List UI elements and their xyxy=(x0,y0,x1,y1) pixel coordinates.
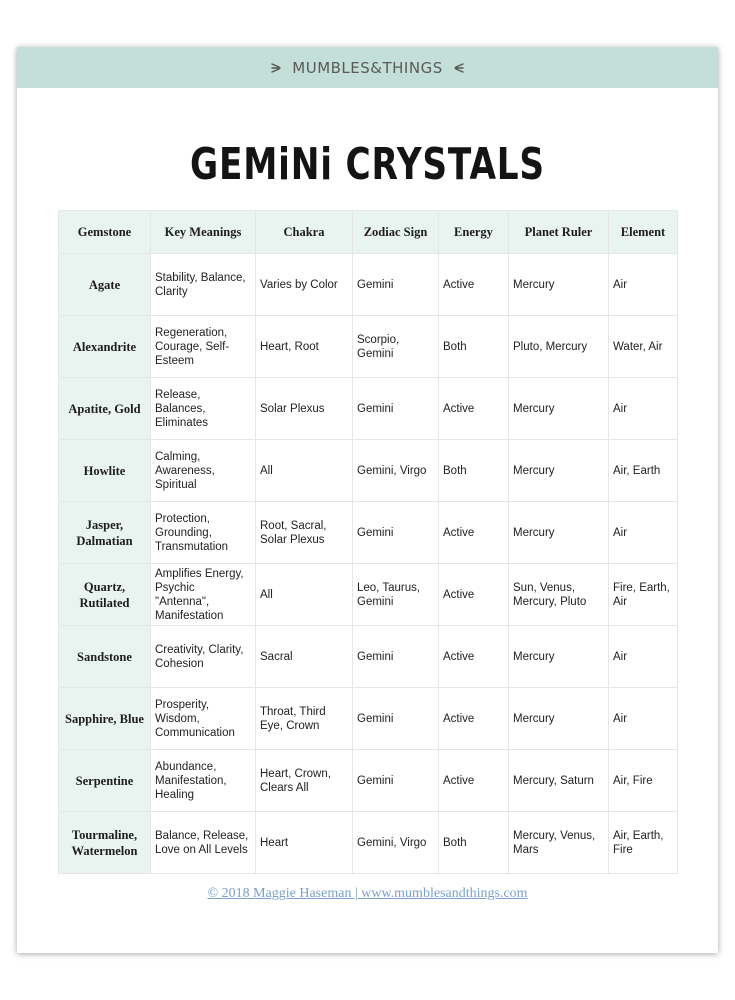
cell-gemstone: Quartz, Rutilated xyxy=(59,564,151,626)
cell-zodiac-sign: Gemini xyxy=(353,254,439,316)
cell-zodiac-sign: Leo, Taurus, Gemini xyxy=(353,564,439,626)
table-row xyxy=(59,254,678,316)
cell-energy: Active xyxy=(439,564,509,626)
column-header-zodiac-sign: Zodiac Sign xyxy=(353,211,439,254)
cell-chakra: Heart xyxy=(256,812,353,874)
column-header-key-meanings: Key Meanings xyxy=(151,211,256,254)
cell-key-meanings: Stability, Balance, Clarity xyxy=(151,254,256,316)
column-header-planet-ruler: Planet Ruler xyxy=(509,211,609,254)
cell-element: Air, Earth, Fire xyxy=(609,812,678,874)
cell-key-meanings: Protection, Grounding, Transmutation xyxy=(151,502,256,564)
cell-energy: Active xyxy=(439,626,509,688)
cell-planet-ruler: Mercury, Venus, Mars xyxy=(509,812,609,874)
cell-planet-ruler: Mercury xyxy=(509,254,609,316)
brand-name: MUMBLES&THINGS xyxy=(292,58,443,77)
cell-gemstone: Alexandrite xyxy=(59,316,151,378)
table-row xyxy=(59,750,678,812)
cell-gemstone: Sapphire, Blue xyxy=(59,688,151,750)
sparkle-right-icon xyxy=(451,61,465,75)
cell-gemstone: Apatite, Gold xyxy=(59,378,151,440)
cell-key-meanings: Balance, Release, Love on All Levels xyxy=(151,812,256,874)
cell-chakra: Varies by Color xyxy=(256,254,353,316)
cell-energy: Active xyxy=(439,254,509,316)
cell-zodiac-sign: Gemini, Virgo xyxy=(353,812,439,874)
table-header-row xyxy=(59,211,678,254)
cell-element: Air xyxy=(609,502,678,564)
cell-key-meanings: Creativity, Clarity, Cohesion xyxy=(151,626,256,688)
table-row xyxy=(59,626,678,688)
brand-logo xyxy=(270,59,464,77)
cell-chakra: Throat, Third Eye, Crown xyxy=(256,688,353,750)
cell-key-meanings: Regeneration, Courage, Self-Esteem xyxy=(151,316,256,378)
page-title: GEMiNi CRYSTALS xyxy=(190,139,545,190)
cell-zodiac-sign: Gemini xyxy=(353,502,439,564)
table-row xyxy=(59,378,678,440)
column-header-chakra: Chakra xyxy=(256,211,353,254)
cell-planet-ruler: Pluto, Mercury xyxy=(509,316,609,378)
cell-element: Air, Earth xyxy=(609,440,678,502)
cell-gemstone: Sandstone xyxy=(59,626,151,688)
cell-element: Air, Fire xyxy=(609,750,678,812)
column-header-gemstone: Gemstone xyxy=(59,211,151,254)
cell-key-meanings: Prosperity, Wisdom, Communication xyxy=(151,688,256,750)
cell-energy: Active xyxy=(439,502,509,564)
cell-gemstone: Serpentine xyxy=(59,750,151,812)
column-header-energy: Energy xyxy=(439,211,509,254)
table-row xyxy=(59,564,678,626)
cell-element: Air xyxy=(609,378,678,440)
cell-planet-ruler: Mercury xyxy=(509,688,609,750)
cell-gemstone: Tourmaline, Watermelon xyxy=(59,812,151,874)
cell-zodiac-sign: Gemini xyxy=(353,688,439,750)
cell-planet-ruler: Sun, Venus, Mercury, Pluto xyxy=(509,564,609,626)
cell-element: Air xyxy=(609,254,678,316)
table-row xyxy=(59,812,678,874)
cell-key-meanings: Calming, Awareness, Spiritual xyxy=(151,440,256,502)
cell-planet-ruler: Mercury xyxy=(509,502,609,564)
cell-planet-ruler: Mercury, Saturn xyxy=(509,750,609,812)
copyright-link[interactable]: © 2018 Maggie Haseman | www.mumblesandthings.com xyxy=(207,886,528,901)
cell-chakra: Sacral xyxy=(256,626,353,688)
cell-planet-ruler: Mercury xyxy=(509,378,609,440)
cell-key-meanings: Abundance, Manifestation, Healing xyxy=(151,750,256,812)
cell-element: Water, Air xyxy=(609,316,678,378)
cell-gemstone: Agate xyxy=(59,254,151,316)
cell-energy: Active xyxy=(439,688,509,750)
sparkle-left-icon xyxy=(270,61,284,75)
cell-chakra: Heart, Crown, Clears All xyxy=(256,750,353,812)
page-sheet xyxy=(17,47,718,953)
cell-zodiac-sign: Scorpio, Gemini xyxy=(353,316,439,378)
crystals-table xyxy=(58,210,678,874)
cell-zodiac-sign: Gemini, Virgo xyxy=(353,440,439,502)
cell-planet-ruler: Mercury xyxy=(509,440,609,502)
column-header-element: Element xyxy=(609,211,678,254)
cell-element: Air xyxy=(609,688,678,750)
cell-planet-ruler: Mercury xyxy=(509,626,609,688)
cell-energy: Both xyxy=(439,440,509,502)
cell-energy: Active xyxy=(439,378,509,440)
cell-key-meanings: Release, Balances, Eliminates xyxy=(151,378,256,440)
cell-zodiac-sign: Gemini xyxy=(353,750,439,812)
cell-energy: Both xyxy=(439,812,509,874)
cell-chakra: Root, Sacral, Solar Plexus xyxy=(256,502,353,564)
cell-element: Fire, Earth, Air xyxy=(609,564,678,626)
cell-zodiac-sign: Gemini xyxy=(353,378,439,440)
table-row xyxy=(59,316,678,378)
cell-energy: Both xyxy=(439,316,509,378)
table-row xyxy=(59,688,678,750)
cell-element: Air xyxy=(609,626,678,688)
cell-key-meanings: Amplifies Energy, Psychic "Antenna", Manifestation xyxy=(151,564,256,626)
cell-gemstone: Howlite xyxy=(59,440,151,502)
cell-gemstone: Jasper, Dalmatian xyxy=(59,502,151,564)
cell-chakra: All xyxy=(256,440,353,502)
cell-chakra: Heart, Root xyxy=(256,316,353,378)
cell-energy: Active xyxy=(439,750,509,812)
cell-chakra: All xyxy=(256,564,353,626)
table-row xyxy=(59,502,678,564)
table-row xyxy=(59,440,678,502)
header-band xyxy=(17,47,718,88)
cell-chakra: Solar Plexus xyxy=(256,378,353,440)
cell-zodiac-sign: Gemini xyxy=(353,626,439,688)
